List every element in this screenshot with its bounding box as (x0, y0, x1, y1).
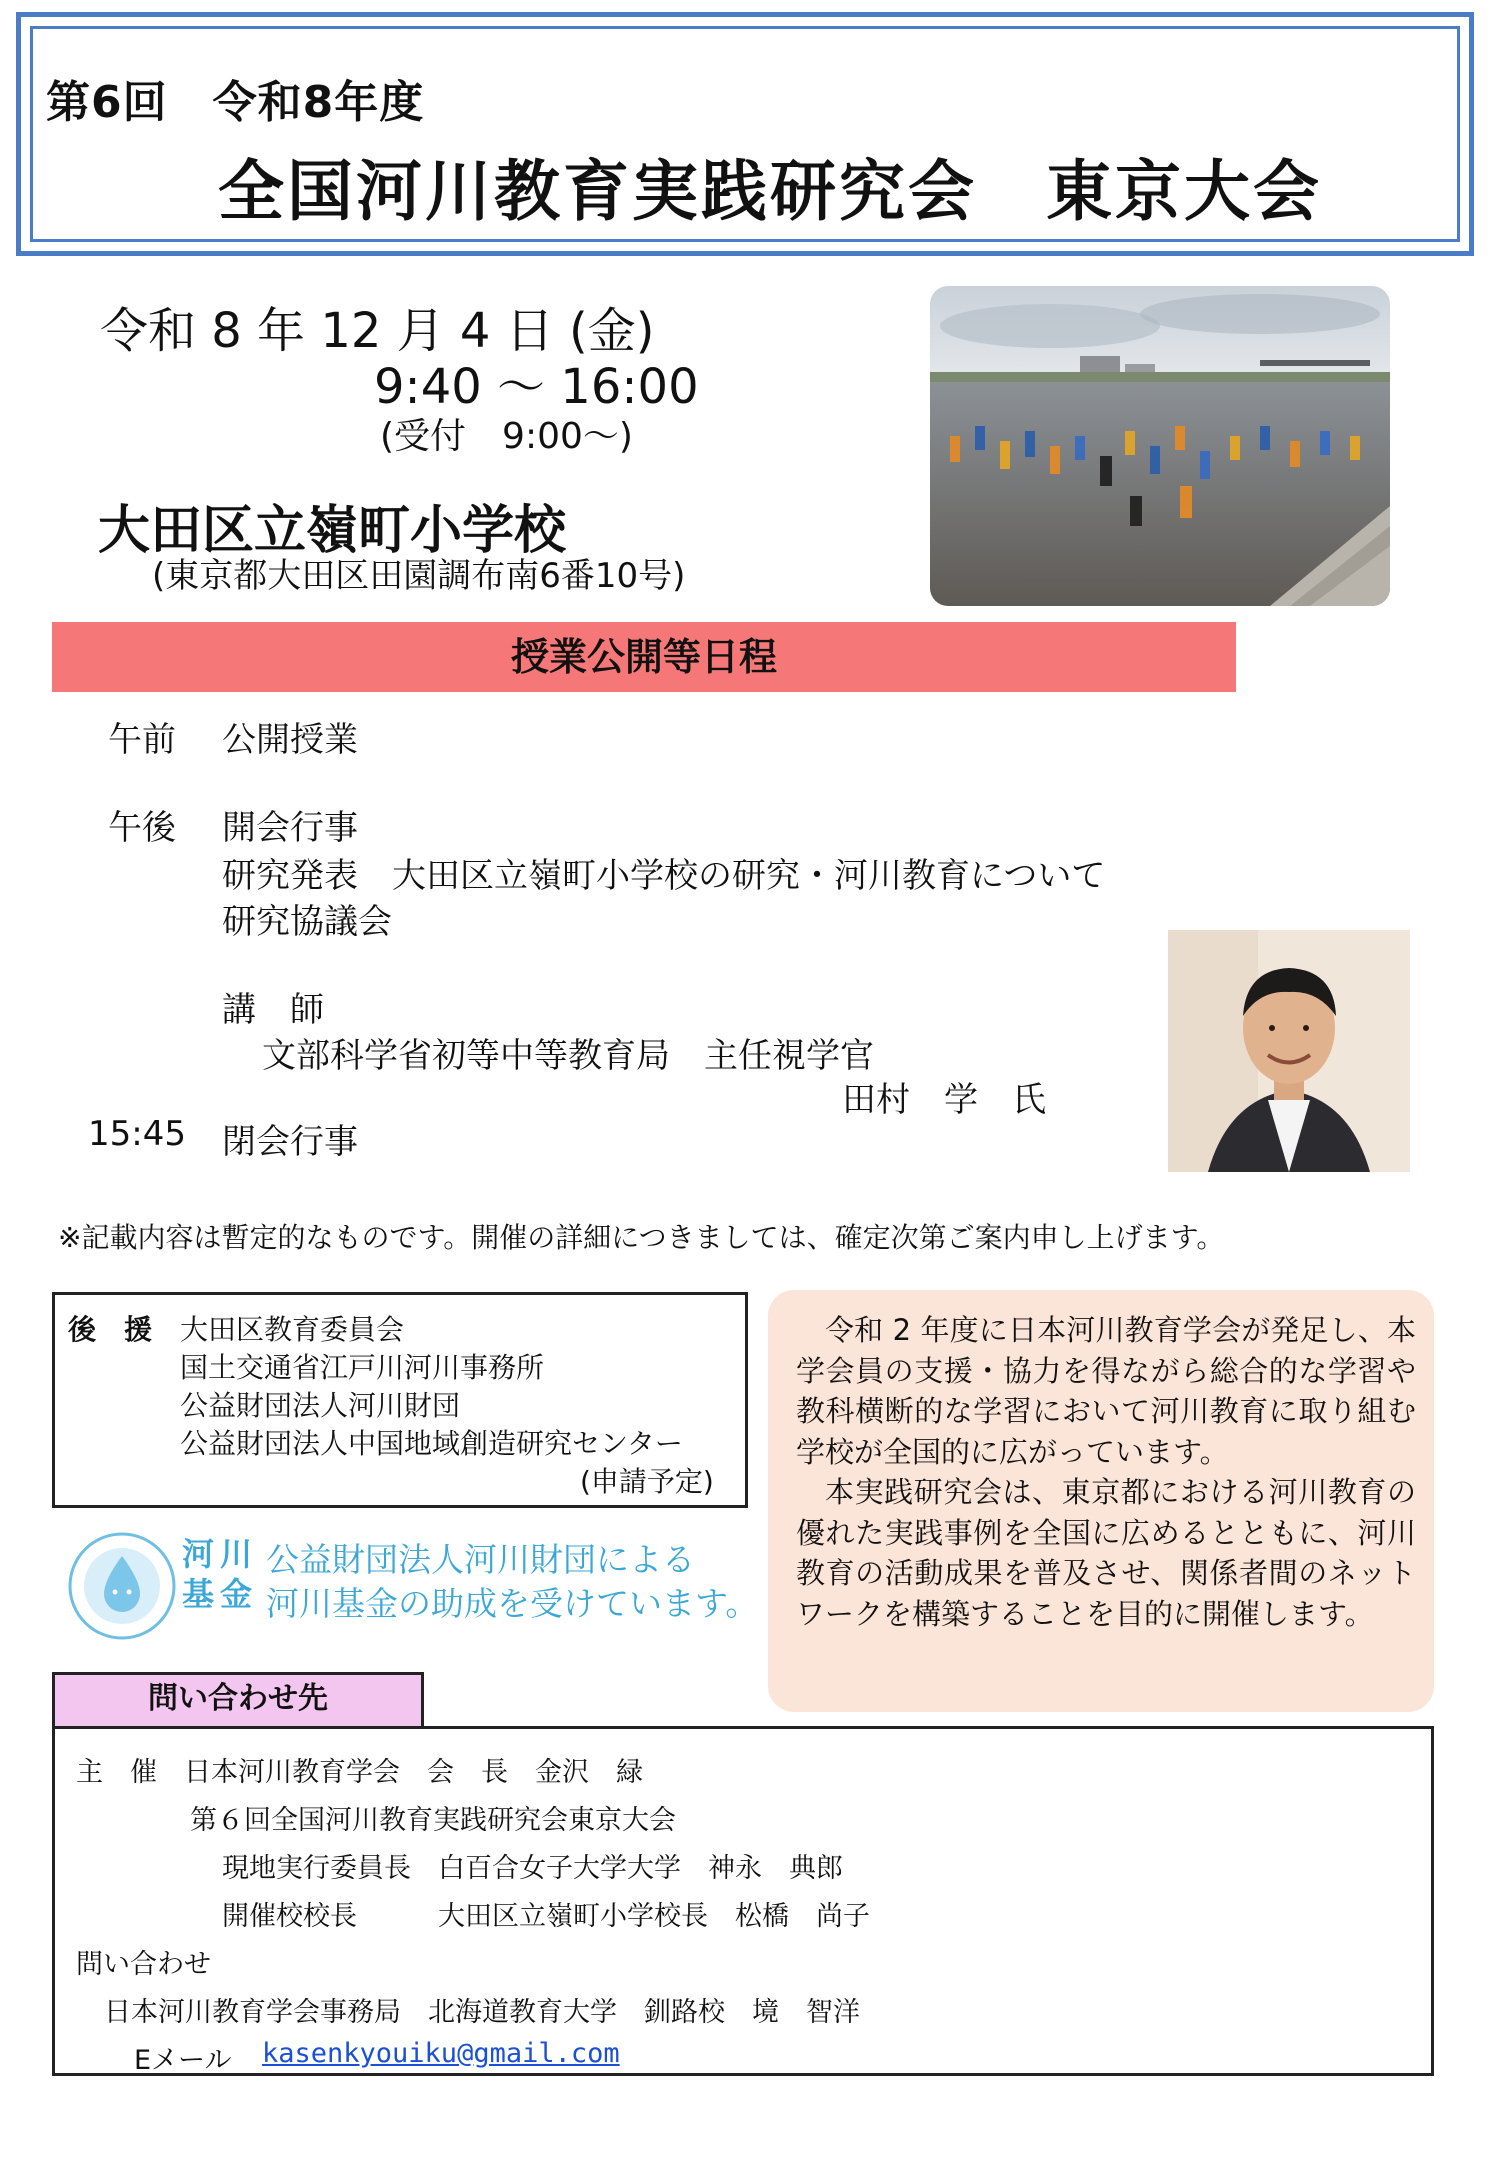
fund-logo-line2: 基金 (182, 1575, 259, 1613)
venue-name: 大田区立嶺町小学校 (98, 501, 567, 561)
lecturer-affiliation: 文部科学省初等中等教育局 主任視学官 (262, 1036, 874, 1076)
river-fund-logo (66, 1530, 178, 1642)
lecturer-portrait (1168, 930, 1410, 1172)
intro-paragraph: 令和 2 年度に日本河川教育学会が発足し、本学会員の支援・協力を得ながら総合的な学習や教科横断的な学習において河川教育に取り組む学校が全国的に広がっています。 (796, 1313, 1416, 1469)
schedule-pm-item: 研究発表 大田区立嶺町小学校の研究・河川教育について (222, 856, 1106, 896)
reception-time: (受付 9:00～) (380, 416, 633, 457)
event-edition: 第6回 令和8年度 (46, 77, 425, 128)
support-pending: (申請予定) (580, 1465, 714, 1498)
schedule-title: 授業公開等日程 (510, 635, 777, 679)
intro-paragraph: 本実践研究会は、東京都における河川教育の優れた実践事例を全国に広めるとともに、河川教育の活動成果を普及させ、関係者間のネットワークを構築することを目的に開催します。 (796, 1475, 1416, 1631)
inquiry-label: 問い合わせ (76, 1949, 211, 1980)
schedule-am-label: 午前 (108, 720, 176, 760)
email-label: Eメール (134, 2045, 232, 2076)
provisional-note: ※記載内容は暫定的なものです。開催の詳細につきましては、確定次第ご案内申し上げます。 (58, 1221, 1225, 1254)
conference-line: 第６回全国河川教育実践研究会東京大会 (190, 1805, 676, 1836)
schedule-pm-item: 研究協議会 (222, 902, 392, 942)
event-date: 令和 8 年 12 月 4 日 (金) (100, 303, 655, 359)
lecturer-name: 田村 学 氏 (842, 1080, 1046, 1120)
schedule-am-item: 公開授業 (222, 720, 358, 760)
fund-logo-line1: 河川 (182, 1535, 259, 1573)
fund-text-line1: 公益財団法人河川財団による (266, 1540, 695, 1579)
event-time: 9:40 ～ 16:00 (374, 359, 699, 415)
schedule-pm-label: 午後 (108, 808, 176, 848)
organizer-line: 主 催 日本河川教育学会 会 長 金沢 緑 (76, 1757, 643, 1788)
schedule-pm-item: 開会行事 (222, 808, 358, 848)
support-item: 公益財団法人中国地域創造研究センター (180, 1427, 683, 1460)
fund-text-line2: 河川基金の助成を受けています。 (266, 1584, 759, 1623)
office-line: 日本河川教育学会事務局 北海道教育大学 釧路校 境 智洋 (104, 1997, 860, 2028)
page-title: 全国河川教育実践研究会 東京大会 (218, 153, 1322, 230)
committee-line: 現地実行委員長 白百合女子大学大学 神永 典郎 (222, 1853, 843, 1884)
fund-logo-text (182, 1534, 258, 1614)
close-time: 15:45 (88, 1114, 186, 1154)
fund-grant-text (266, 1538, 758, 1626)
email-link[interactable]: kasenkyouiku@gmail.com (262, 2038, 620, 2069)
lecturer-label: 講 師 (222, 990, 324, 1030)
venue-address: (東京都大田区田園調布南6番10号) (152, 556, 686, 596)
support-label: 後 援 (68, 1313, 153, 1346)
close-item: 閉会行事 (222, 1122, 358, 1162)
support-item: 大田区教育委員会 (180, 1313, 405, 1346)
principal-line: 開催校校長 大田区立嶺町小学校長 松橋 尚子 (222, 1901, 870, 1932)
support-item: 公益財団法人河川財団 (180, 1389, 461, 1422)
river-activity-photo (930, 286, 1390, 606)
intro-text (796, 1310, 1416, 1634)
contact-tab-label: 問い合わせ先 (148, 1681, 328, 1716)
support-item: 国土交通省江戸川河川事務所 (180, 1351, 545, 1384)
